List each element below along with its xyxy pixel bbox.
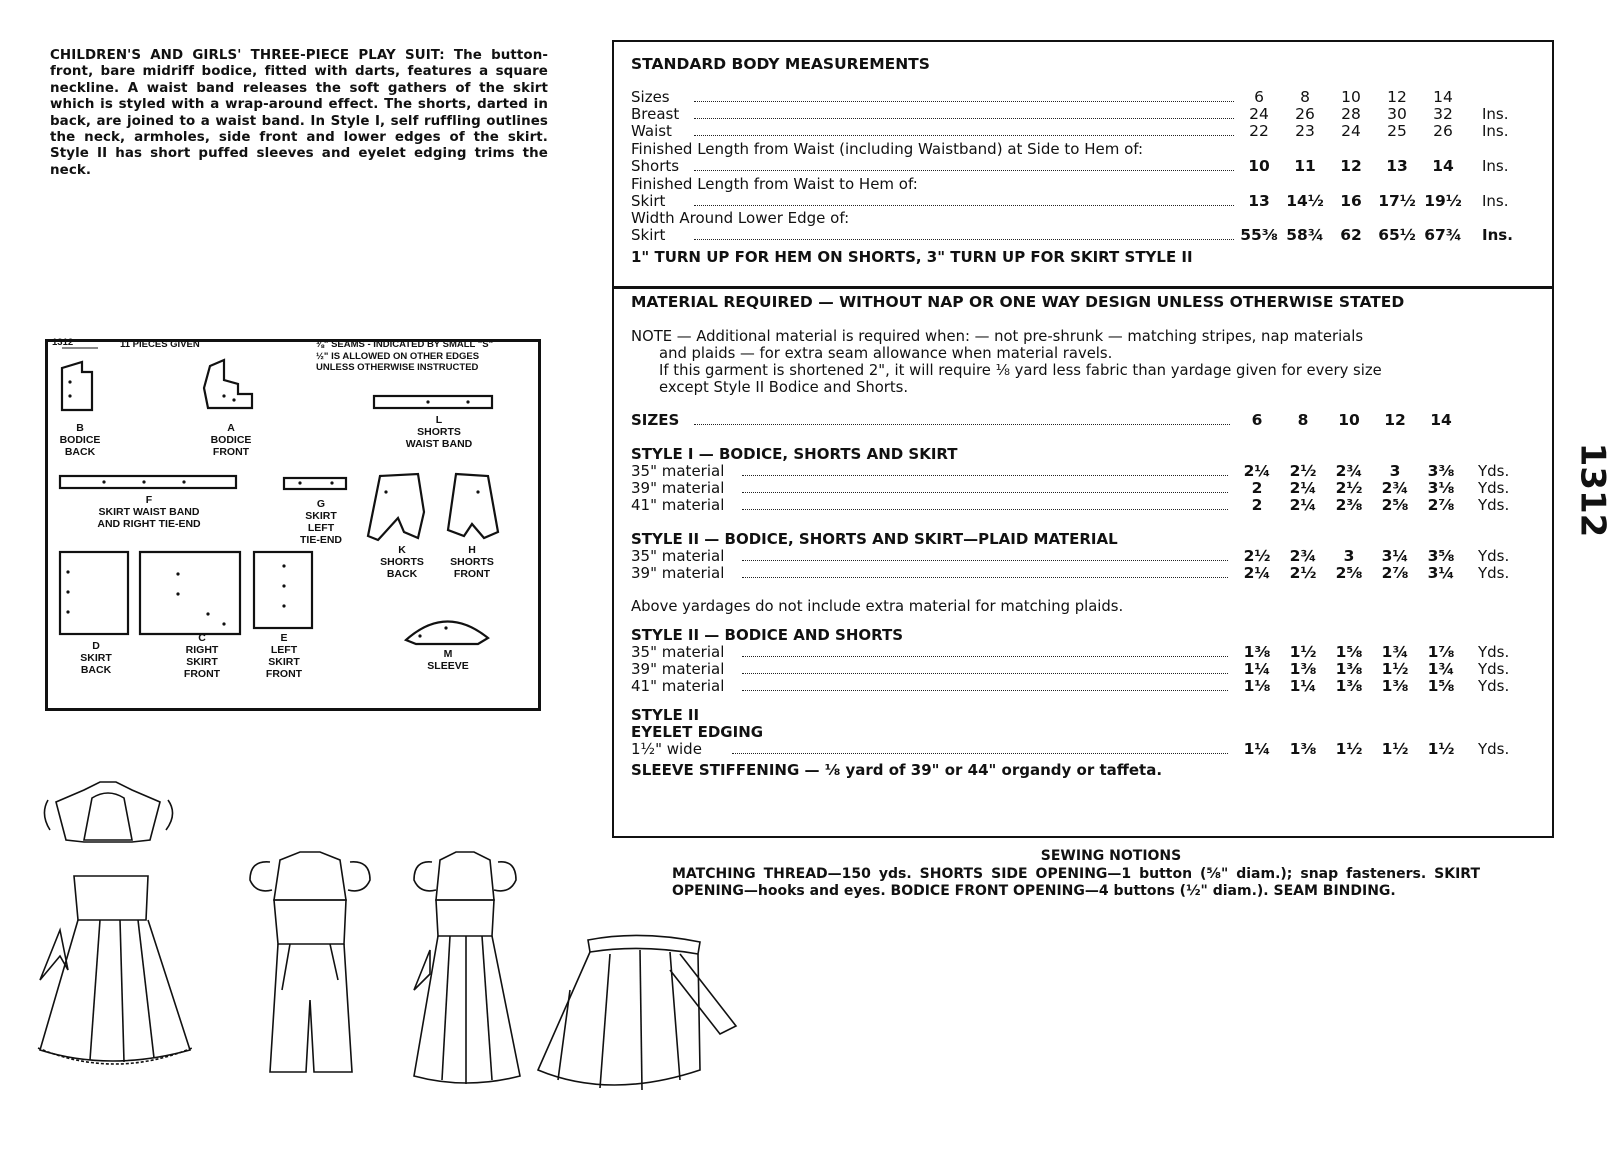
unit-yds: Yds. xyxy=(1478,740,1510,758)
skirt-width-value: 67¾ xyxy=(1424,226,1462,244)
material-width-label: 35" material xyxy=(631,462,725,480)
yardage-value: 2¾ xyxy=(1289,547,1317,565)
piece-c-shape xyxy=(140,552,240,634)
unit-ins: Ins. xyxy=(1482,105,1509,123)
material-width-label: 39" material xyxy=(631,564,725,582)
piece-m-shape xyxy=(406,621,488,644)
material-note-4: except Style II Bodice and Shorts. xyxy=(659,379,909,396)
piece-b-shape xyxy=(62,362,92,410)
yardage-value: 1¼ xyxy=(1243,660,1271,678)
material-size: 6 xyxy=(1251,411,1263,429)
yardage-value: 1⅜ xyxy=(1335,677,1363,695)
size-value: 8 xyxy=(1300,88,1310,106)
piece-f-shape xyxy=(60,476,236,488)
material-width-label: 35" material xyxy=(631,643,725,661)
yardage-value: 2½ xyxy=(1335,479,1363,497)
skirt-length-value: 19½ xyxy=(1424,192,1462,210)
breast-value: 28 xyxy=(1341,105,1361,123)
unit-yds: Yds. xyxy=(1478,479,1510,497)
notions-body: MATCHING THREAD—150 yds. SHORTS SIDE OPENING—1 button (⅝" diam.); snap fasteners. SKIRT OPENING—hooks and eyes. BODICE FRONT OPENING—4 buttons (½" diam.). SEAM BINDING. xyxy=(672,865,1480,899)
unit-yds: Yds. xyxy=(1478,462,1510,480)
yardage-value: 2½ xyxy=(1289,564,1317,582)
eyelet-value: 1½ xyxy=(1381,740,1409,758)
piece-a-shape xyxy=(204,360,252,408)
garment-illustrations xyxy=(20,780,740,1110)
pattern-pieces-diagram xyxy=(45,339,541,711)
eyelet-title-2: EYELET EDGING xyxy=(631,723,764,741)
yardage-value: 1¾ xyxy=(1427,660,1455,678)
breast-value: 26 xyxy=(1295,105,1315,123)
material-width-label: 39" material xyxy=(631,479,725,497)
skirt-width-value: 58¾ xyxy=(1286,226,1324,244)
yardage-value: 2⅝ xyxy=(1381,496,1409,514)
unit-yds: Yds. xyxy=(1478,547,1510,565)
skirt-length-value: 16 xyxy=(1340,192,1362,210)
breast-label: Breast xyxy=(631,105,680,123)
yardage-value: 2⅞ xyxy=(1381,564,1409,582)
piece-e-label: E LEFT SKIRT FRONT xyxy=(265,632,303,680)
material-width-label: 35" material xyxy=(631,547,725,565)
yardage-value: 2½ xyxy=(1289,462,1317,480)
shorts-value: 13 xyxy=(1386,157,1408,175)
skirt-length-value: 14½ xyxy=(1286,192,1324,210)
pattern-number-side: 1312 xyxy=(1572,442,1612,538)
seams-note-3: UNLESS OTHERWISE INSTRUCTED xyxy=(316,362,479,373)
yardage-value: 2⅜ xyxy=(1335,496,1363,514)
size-value: 14 xyxy=(1433,88,1453,106)
yardage-value: 2¾ xyxy=(1381,479,1409,497)
yardage-value: 2¼ xyxy=(1243,564,1271,582)
material-note-1: NOTE — Additional material is required when: — not pre-shrunk — matching stripes, nap materials xyxy=(631,328,1364,345)
yardage-value: 2¾ xyxy=(1335,462,1363,480)
eyelet-value: 1½ xyxy=(1335,740,1363,758)
eyelet-label: 1½" wide xyxy=(631,740,702,758)
material-width-label: 41" material xyxy=(631,677,725,695)
notions-title: SEWING NOTIONS xyxy=(1040,848,1182,864)
piece-f-label: F SKIRT WAIST BAND AND RIGHT TIE-END xyxy=(97,494,201,530)
pieces-count-label: 11 PIECES GIVEN xyxy=(120,339,200,350)
yardage-value: 3 xyxy=(1389,462,1401,480)
piece-k-shape xyxy=(368,474,424,540)
piece-d-label: D SKIRT BACK xyxy=(80,640,112,676)
piece-a-label: A BODICE FRONT xyxy=(210,422,252,458)
eyelet-value: 1¼ xyxy=(1243,740,1271,758)
eyelet-value: 1⅜ xyxy=(1289,740,1317,758)
material-width-label: 39" material xyxy=(631,660,725,678)
material-note-3: If this garment is shortened 2", it will require ⅛ yard less fabric than yardage given for every size xyxy=(659,362,1382,379)
yardage-value: 3 xyxy=(1343,547,1355,565)
yardage-value: 2⅝ xyxy=(1335,564,1363,582)
yardage-value: 1½ xyxy=(1381,660,1409,678)
yardage-value: 1½ xyxy=(1289,643,1317,661)
pattern-number-label: 1312 xyxy=(52,337,74,348)
skirt-label: Skirt xyxy=(631,192,666,210)
shorts-value: 12 xyxy=(1340,157,1362,175)
yardage-value: 3⅝ xyxy=(1427,547,1455,565)
unit-yds: Yds. xyxy=(1478,677,1510,695)
waist-value: 26 xyxy=(1433,122,1453,140)
seams-note-1: ⅜" SEAMS - INDICATED BY SMALL "S" xyxy=(316,339,494,350)
yardage-value: 1⅝ xyxy=(1427,677,1455,695)
style1-illustration xyxy=(38,782,192,1064)
wrap-skirt-illustration xyxy=(538,935,736,1090)
style2-title: STYLE II — BODICE, SHORTS AND SKIRT—PLAID MATERIAL xyxy=(631,530,1118,548)
material-note-2: and plaids — for extra seam allowance when material ravels. xyxy=(659,345,1113,362)
material-sizes-label: SIZES xyxy=(631,411,680,429)
yardage-value: 1⅜ xyxy=(1381,677,1409,695)
hem-note: 1" TURN UP FOR HEM ON SHORTS, 3" TURN UP FOR SKIRT STYLE II xyxy=(631,248,1193,266)
material-width-label: 41" material xyxy=(631,496,725,514)
unit-ins: Ins. xyxy=(1482,157,1509,175)
yardage-value: 1¾ xyxy=(1381,643,1409,661)
unit-ins: Ins. xyxy=(1482,122,1509,140)
size-value: 12 xyxy=(1387,88,1407,106)
yardage-value: 2¼ xyxy=(1243,462,1271,480)
sleeve-stiffening: SLEEVE STIFFENING — ⅛ yard of 39" or 44" organdy or taffeta. xyxy=(631,761,1163,779)
shorts-value: 11 xyxy=(1294,157,1316,175)
piece-m-label: M SLEEVE xyxy=(427,648,469,672)
shorts-value: 10 xyxy=(1248,157,1270,175)
seams-note-2: ½" IS ALLOWED ON OTHER EDGES xyxy=(316,351,480,362)
yardage-value: 1⅜ xyxy=(1289,660,1317,678)
sewing-notions xyxy=(672,848,1480,901)
material-title: MATERIAL REQUIRED — WITHOUT NAP OR ONE WAY DESIGN UNLESS OTHERWISE STATED xyxy=(631,293,1405,311)
eyelet-value: 1½ xyxy=(1427,740,1455,758)
piece-e-shape xyxy=(254,552,312,628)
pattern-description: CHILDREN'S AND GIRLS' THREE-PIECE PLAY SUIT: The button-front, bare midriff bodice, fitted with darts, features a square neckline. A waist band releases the soft gathers of the skirt which is styled with a wrap-around effect. The shorts, darted in back, are joined to a waist band. In Style I, self ruffling outlines the neck, armholes, side front and lower edges of the skirt. Style II has short puffed sleeves and eyelet edging trims the neck. xyxy=(50,48,548,178)
material-size: 10 xyxy=(1338,411,1360,429)
skirt-width-value: 65½ xyxy=(1378,226,1416,244)
breast-value: 30 xyxy=(1387,105,1407,123)
yardage-value: 2 xyxy=(1251,496,1263,514)
yardage-value: 2 xyxy=(1251,479,1263,497)
yardage-value: 2¼ xyxy=(1289,479,1317,497)
yardage-value: 3¼ xyxy=(1427,564,1455,582)
shorts-label: Shorts xyxy=(631,157,680,175)
unit-ins: Ins. xyxy=(1482,192,1509,210)
yardage-value: 1⅛ xyxy=(1243,677,1271,695)
sizes-label: Sizes xyxy=(631,88,670,106)
skirt-length-value: 13 xyxy=(1248,192,1270,210)
style2b-title: STYLE II — BODICE AND SHORTS xyxy=(631,626,904,644)
skirt-width-value: 55⅜ xyxy=(1240,226,1278,244)
waist-value: 23 xyxy=(1295,122,1315,140)
piece-k-label: K SHORTS BACK xyxy=(380,544,424,580)
skirt-width-value: 62 xyxy=(1340,226,1362,244)
yardage-value: 1⅞ xyxy=(1427,643,1455,661)
waist-value: 25 xyxy=(1387,122,1407,140)
size-value: 10 xyxy=(1341,88,1361,106)
unit-yds: Yds. xyxy=(1478,643,1510,661)
yardage-value: 2⅞ xyxy=(1427,496,1455,514)
piece-h-label: H SHORTS FRONT xyxy=(450,544,494,580)
yardage-value: 1⅜ xyxy=(1335,660,1363,678)
body-measurements-title: STANDARD BODY MEASUREMENTS xyxy=(631,55,930,73)
piece-h-shape xyxy=(448,474,498,538)
piece-g-label: G SKIRT LEFT TIE-END xyxy=(300,498,342,546)
measurements-panel xyxy=(612,40,1554,838)
style2-skirt-illustration xyxy=(414,852,520,1084)
waist-label: Waist xyxy=(631,122,672,140)
waist-value: 24 xyxy=(1341,122,1361,140)
breast-value: 32 xyxy=(1433,105,1453,123)
material-size: 14 xyxy=(1430,411,1452,429)
piece-l-label: L SHORTS WAIST BAND xyxy=(405,414,473,450)
material-size: 8 xyxy=(1297,411,1309,429)
piece-c-label: C RIGHT SKIRT FRONT xyxy=(183,632,221,680)
section-divider xyxy=(614,286,1552,289)
yardage-value: 2¼ xyxy=(1289,496,1317,514)
yardage-value: 3⅛ xyxy=(1427,479,1455,497)
yardage-value: 1¼ xyxy=(1289,677,1317,695)
material-size: 12 xyxy=(1384,411,1406,429)
plaid-note: Above yardages do not include extra material for matching plaids. xyxy=(631,598,1124,615)
style1-title: STYLE I — BODICE, SHORTS AND SKIRT xyxy=(631,445,958,463)
eyelet-title-1: STYLE II xyxy=(631,706,700,724)
width-heading: Width Around Lower Edge of: xyxy=(631,209,850,227)
piece-b-label: B BODICE BACK xyxy=(59,422,101,458)
skirt-length-heading: Finished Length from Waist to Hem of: xyxy=(631,175,918,193)
unit-yds: Yds. xyxy=(1478,564,1510,582)
unit-yds: Yds. xyxy=(1478,496,1510,514)
yardage-value: 3¼ xyxy=(1381,547,1409,565)
unit-yds: Yds. xyxy=(1478,660,1510,678)
style2-shorts-illustration xyxy=(250,852,370,1072)
yardage-value: 3⅜ xyxy=(1427,462,1455,480)
unit-ins: Ins. xyxy=(1482,226,1513,244)
piece-d-shape xyxy=(60,552,128,634)
size-value: 6 xyxy=(1254,88,1264,106)
yardage-value: 1⅝ xyxy=(1335,643,1363,661)
skirt-length-value: 17½ xyxy=(1378,192,1416,210)
breast-value: 24 xyxy=(1249,105,1269,123)
shorts-value: 14 xyxy=(1432,157,1454,175)
yardage-value: 2½ xyxy=(1243,547,1271,565)
yardage-value: 1⅜ xyxy=(1243,643,1271,661)
skirt-label: Skirt xyxy=(631,226,666,244)
shorts-length-heading: Finished Length from Waist (including Waistband) at Side to Hem of: xyxy=(631,140,1144,158)
waist-value: 22 xyxy=(1249,122,1269,140)
piece-l-shape xyxy=(374,396,492,408)
piece-g-shape xyxy=(284,478,346,489)
